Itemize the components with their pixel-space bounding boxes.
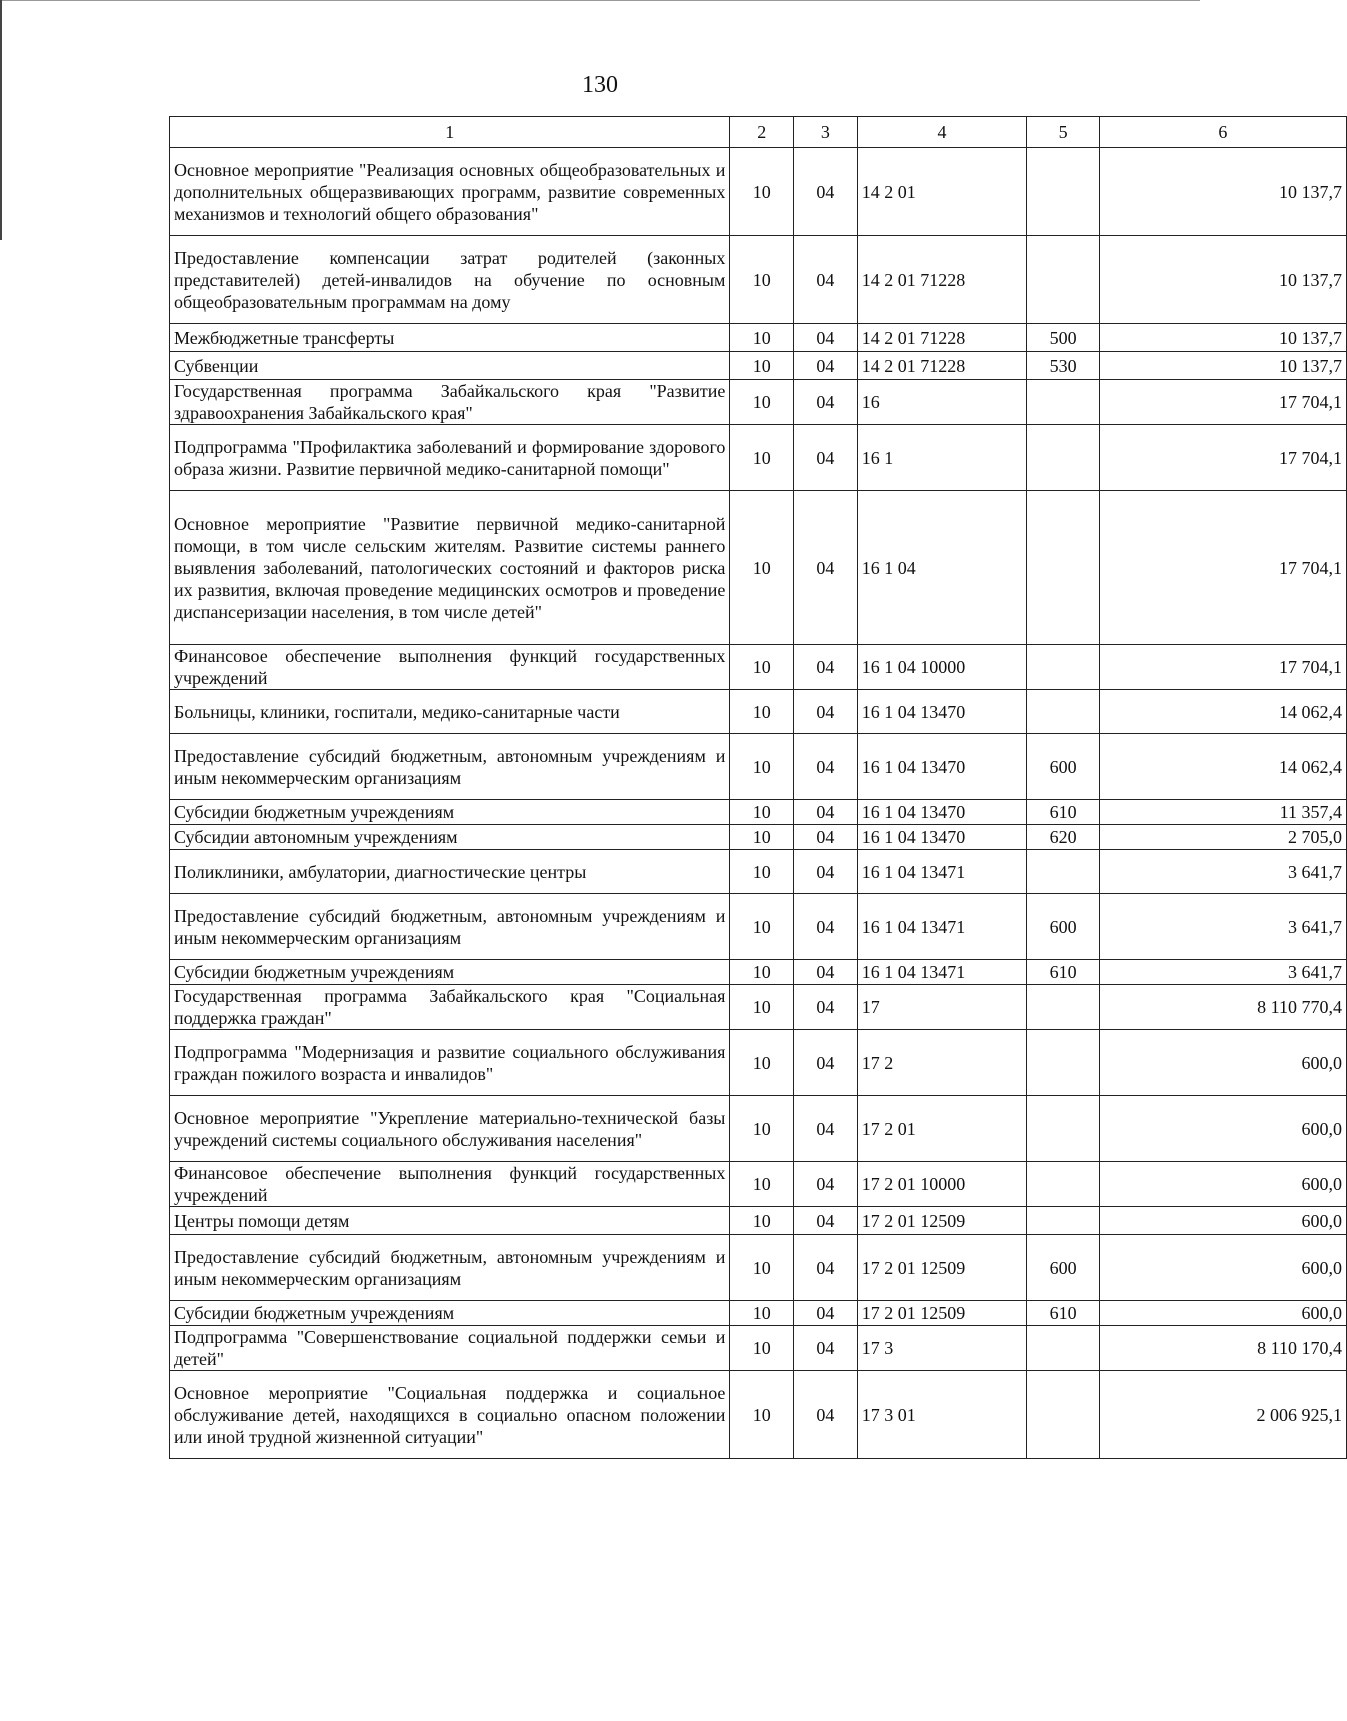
cell-target-code: 14 2 01 71228 [857,352,1027,380]
cell-name: Предоставление субсидий бюджетным, автономным учреждениям и иным некоммерческим организациям [170,1235,730,1301]
cell-name: Предоставление субсидий бюджетным, автономным учреждениям и иным некоммерческим организациям [170,734,730,800]
cell-subsection: 04 [794,324,858,352]
cell-expense-type: 600 [1027,1235,1099,1301]
cell-expense-type [1027,380,1099,425]
cell-section: 10 [730,1207,794,1235]
table-row [170,1235,1347,1301]
cell-expense-type [1027,491,1099,645]
cell-target-code: 16 1 04 13471 [857,894,1027,960]
header-col-3: 3 [794,117,858,148]
cell-amount: 600,0 [1099,1030,1346,1096]
cell-expense-type [1027,985,1099,1030]
cell-subsection: 04 [794,894,858,960]
cell-expense-type [1027,1030,1099,1096]
table-row [170,236,1347,324]
cell-target-code: 17 [857,985,1027,1030]
cell-name: Больницы, клиники, госпитали, медико-санитарные части [170,690,730,734]
cell-expense-type [1027,1096,1099,1162]
cell-subsection: 04 [794,825,858,850]
cell-section: 10 [730,645,794,690]
cell-amount: 14 062,4 [1099,734,1346,800]
cell-target-code: 14 2 01 71228 [857,324,1027,352]
table-row [170,894,1347,960]
cell-amount: 2 006 925,1 [1099,1371,1346,1459]
header-col-1: 1 [170,117,730,148]
cell-section: 10 [730,380,794,425]
cell-expense-type: 610 [1027,800,1099,825]
cell-amount: 600,0 [1099,1096,1346,1162]
scan-edge-top [0,0,1200,1]
cell-section: 10 [730,985,794,1030]
cell-name: Основное мероприятие "Реализация основных общеобразовательных и дополнительных общеразвивающих программ, развитие современных механизмов и технологий общего образования" [170,148,730,236]
cell-name: Субсидии бюджетным учреждениям [170,1301,730,1326]
cell-amount: 17 704,1 [1099,380,1346,425]
cell-target-code: 16 1 04 13470 [857,690,1027,734]
cell-target-code: 17 2 01 12509 [857,1301,1027,1326]
cell-section: 10 [730,352,794,380]
cell-target-code: 17 2 01 12509 [857,1207,1027,1235]
cell-expense-type: 610 [1027,960,1099,985]
cell-subsection: 04 [794,236,858,324]
cell-name: Основное мероприятие "Развитие первичной медико-санитарной помощи, в том числе сельским жителям. Развитие системы раннего выявления заболеваний, патологических состояний и факторов риска их развития, включая проведение медицинских осмотров и проведение диспансеризации населения, в том числе детей" [170,491,730,645]
cell-amount: 17 704,1 [1099,425,1346,491]
cell-expense-type [1027,1207,1099,1235]
cell-section: 10 [730,800,794,825]
cell-amount: 10 137,7 [1099,148,1346,236]
table-row [170,800,1347,825]
cell-name: Предоставление компенсации затрат родителей (законных представителей) детей-инвалидов на обучение по основным общеобразовательным программам на дому [170,236,730,324]
header-col-5: 5 [1027,117,1099,148]
cell-subsection: 04 [794,690,858,734]
table-body [170,148,1347,1459]
cell-section: 10 [730,1030,794,1096]
cell-section: 10 [730,236,794,324]
cell-target-code: 17 3 [857,1326,1027,1371]
cell-expense-type [1027,1162,1099,1207]
cell-name: Государственная программа Забайкальского края "Социальная поддержка граждан" [170,985,730,1030]
cell-name: Финансовое обеспечение выполнения функций государственных учреждений [170,1162,730,1207]
cell-section: 10 [730,1326,794,1371]
cell-amount: 600,0 [1099,1301,1346,1326]
cell-amount: 3 641,7 [1099,960,1346,985]
cell-amount: 2 705,0 [1099,825,1346,850]
cell-expense-type [1027,645,1099,690]
cell-name: Поликлиники, амбулатории, диагностические центры [170,850,730,894]
cell-target-code: 16 1 04 13471 [857,850,1027,894]
cell-expense-type: 600 [1027,894,1099,960]
cell-expense-type: 600 [1027,734,1099,800]
cell-section: 10 [730,894,794,960]
cell-target-code: 16 1 04 13471 [857,960,1027,985]
cell-section: 10 [730,960,794,985]
cell-section: 10 [730,1162,794,1207]
cell-target-code: 16 1 [857,425,1027,491]
scan-edge-left [0,0,2,240]
cell-expense-type [1027,1371,1099,1459]
cell-amount: 8 110 170,4 [1099,1326,1346,1371]
table-row [170,491,1347,645]
cell-target-code: 17 2 01 12509 [857,1235,1027,1301]
cell-expense-type: 610 [1027,1301,1099,1326]
cell-name: Подпрограмма "Модернизация и развитие социального обслуживания граждан пожилого возраста и инвалидов" [170,1030,730,1096]
cell-subsection: 04 [794,1030,858,1096]
table-row [170,1326,1347,1371]
cell-section: 10 [730,734,794,800]
cell-expense-type: 620 [1027,825,1099,850]
table-row [170,985,1347,1030]
table-row [170,1030,1347,1096]
cell-subsection: 04 [794,1301,858,1326]
cell-expense-type [1027,850,1099,894]
cell-amount: 10 137,7 [1099,352,1346,380]
cell-section: 10 [730,690,794,734]
cell-subsection: 04 [794,960,858,985]
cell-target-code: 17 3 01 [857,1371,1027,1459]
table-row [170,690,1347,734]
cell-subsection: 04 [794,380,858,425]
cell-amount: 3 641,7 [1099,894,1346,960]
cell-subsection: 04 [794,1162,858,1207]
table-row [170,425,1347,491]
cell-amount: 10 137,7 [1099,236,1346,324]
cell-amount: 600,0 [1099,1235,1346,1301]
table-row [170,1207,1347,1235]
cell-expense-type [1027,425,1099,491]
table-row [170,734,1347,800]
cell-amount: 600,0 [1099,1162,1346,1207]
cell-subsection: 04 [794,1326,858,1371]
cell-subsection: 04 [794,1371,858,1459]
cell-target-code: 17 2 [857,1030,1027,1096]
cell-section: 10 [730,491,794,645]
cell-subsection: 04 [794,425,858,491]
cell-amount: 3 641,7 [1099,850,1346,894]
cell-subsection: 04 [794,352,858,380]
cell-name: Центры помощи детям [170,1207,730,1235]
cell-subsection: 04 [794,491,858,645]
cell-amount: 11 357,4 [1099,800,1346,825]
table-header-row [170,117,1347,148]
cell-name: Субсидии бюджетным учреждениям [170,960,730,985]
header-col-2: 2 [730,117,794,148]
cell-subsection: 04 [794,645,858,690]
cell-amount: 14 062,4 [1099,690,1346,734]
table-row [170,850,1347,894]
cell-expense-type [1027,148,1099,236]
cell-section: 10 [730,1301,794,1326]
table-row [170,1096,1347,1162]
cell-subsection: 04 [794,148,858,236]
cell-subsection: 04 [794,1235,858,1301]
cell-name: Подпрограмма "Совершенствование социальной поддержки семьи и детей" [170,1326,730,1371]
cell-target-code: 16 1 04 13470 [857,734,1027,800]
cell-subsection: 04 [794,1207,858,1235]
cell-target-code: 16 1 04 13470 [857,800,1027,825]
cell-section: 10 [730,148,794,236]
cell-expense-type [1027,1326,1099,1371]
table-row [170,1301,1347,1326]
cell-section: 10 [730,825,794,850]
cell-target-code: 14 2 01 71228 [857,236,1027,324]
cell-target-code: 16 1 04 10000 [857,645,1027,690]
table-row [170,960,1347,985]
cell-name: Межбюджетные трансферты [170,324,730,352]
cell-expense-type [1027,690,1099,734]
table-row [170,1162,1347,1207]
header-col-6: 6 [1099,117,1346,148]
table-row [170,825,1347,850]
cell-name: Подпрограмма "Профилактика заболеваний и формирование здорового образа жизни. Развитие первичной медико-санитарной помощи" [170,425,730,491]
cell-expense-type [1027,236,1099,324]
cell-name: Основное мероприятие "Укрепление материально-технической базы учреждений системы социального обслуживания населения" [170,1096,730,1162]
cell-section: 10 [730,425,794,491]
cell-amount: 8 110 770,4 [1099,985,1346,1030]
page-number: 130 [582,72,618,98]
cell-amount: 600,0 [1099,1207,1346,1235]
table-row [170,380,1347,425]
cell-target-code: 16 1 04 13470 [857,825,1027,850]
cell-section: 10 [730,850,794,894]
cell-name: Государственная программа Забайкальского края "Развитие здравоохранения Забайкальского края" [170,380,730,425]
cell-subsection: 04 [794,985,858,1030]
header-col-4: 4 [857,117,1027,148]
table-row [170,1371,1347,1459]
cell-section: 10 [730,1371,794,1459]
cell-name: Субсидии автономным учреждениям [170,825,730,850]
table-row [170,324,1347,352]
cell-subsection: 04 [794,734,858,800]
cell-expense-type: 530 [1027,352,1099,380]
cell-target-code: 14 2 01 [857,148,1027,236]
cell-subsection: 04 [794,1096,858,1162]
cell-name: Финансовое обеспечение выполнения функций государственных учреждений [170,645,730,690]
cell-target-code: 17 2 01 [857,1096,1027,1162]
cell-amount: 10 137,7 [1099,324,1346,352]
cell-target-code: 16 1 04 [857,491,1027,645]
cell-subsection: 04 [794,800,858,825]
cell-target-code: 16 [857,380,1027,425]
cell-amount: 17 704,1 [1099,645,1346,690]
cell-amount: 17 704,1 [1099,491,1346,645]
cell-name: Субвенции [170,352,730,380]
table-row [170,645,1347,690]
cell-section: 10 [730,1096,794,1162]
cell-target-code: 17 2 01 10000 [857,1162,1027,1207]
budget-table [169,116,1347,1459]
table-row [170,148,1347,236]
cell-subsection: 04 [794,850,858,894]
cell-expense-type: 500 [1027,324,1099,352]
cell-name: Основное мероприятие "Социальная поддержка и социальное обслуживание детей, находящихся в социально опасном положении или иной трудной жизненной ситуации" [170,1371,730,1459]
cell-section: 10 [730,324,794,352]
table-row [170,352,1347,380]
cell-name: Субсидии бюджетным учреждениям [170,800,730,825]
cell-section: 10 [730,1235,794,1301]
cell-name: Предоставление субсидий бюджетным, автономным учреждениям и иным некоммерческим организациям [170,894,730,960]
